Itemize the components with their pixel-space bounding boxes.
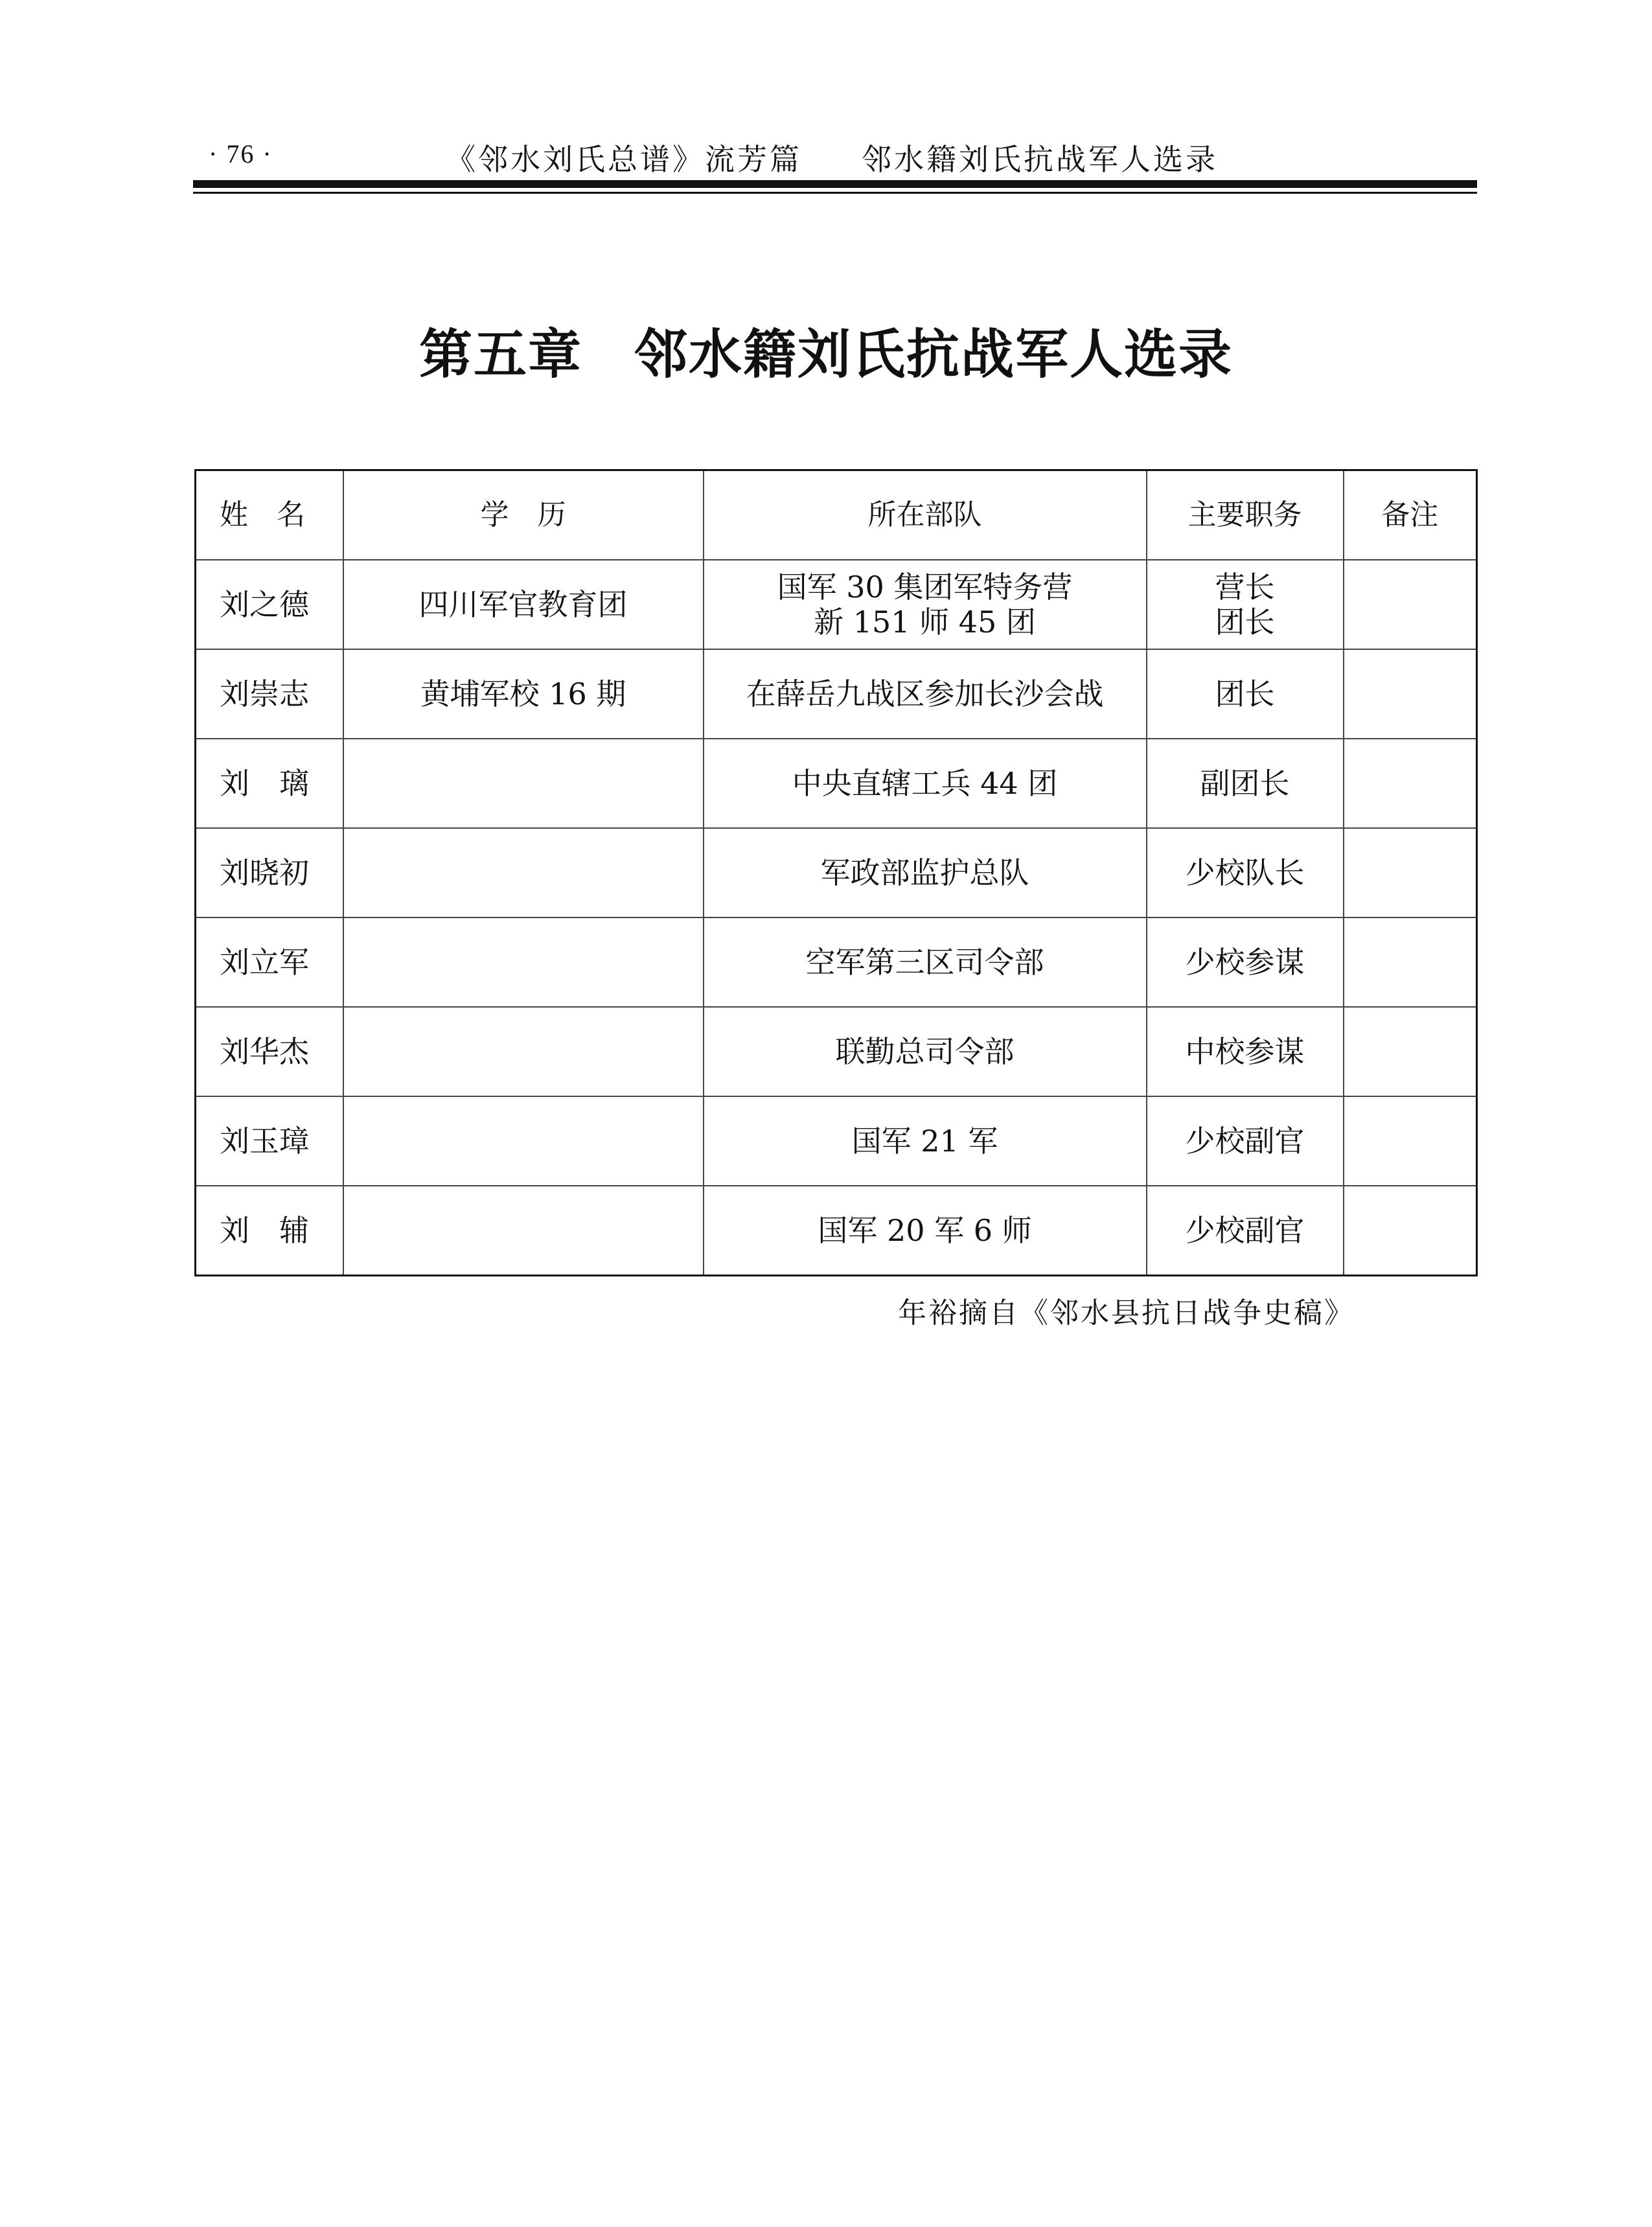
cell-name: 刘玉璋 xyxy=(196,1096,343,1186)
cell-unit xyxy=(704,917,1147,1007)
cell-position-line: 团长 xyxy=(1215,676,1275,711)
source-note: 年裕摘自《邻水县抗日战争史稿》 xyxy=(898,1297,1355,1330)
header-unit: 所在部队 xyxy=(704,470,1147,560)
cell-education xyxy=(343,1096,704,1186)
cell-position xyxy=(1147,828,1344,917)
header-remarks: 备注 xyxy=(1344,470,1477,560)
cell-remarks xyxy=(1344,1096,1477,1186)
cell-remarks xyxy=(1344,739,1477,828)
cell-position xyxy=(1147,1096,1344,1186)
cell-unit-line: 在薛岳九战区参加长沙会战 xyxy=(746,676,1104,711)
chapter-number: 第五章 xyxy=(419,323,582,386)
cell-education xyxy=(343,917,704,1007)
cell-unit xyxy=(704,1096,1147,1186)
cell-position-line: 中校参谋 xyxy=(1185,1034,1305,1069)
cell-education xyxy=(343,739,704,828)
table-row xyxy=(196,828,1477,917)
cell-position xyxy=(1147,739,1344,828)
table-body xyxy=(196,560,1477,1276)
cell-unit-line: 空军第三区司令部 xyxy=(805,945,1044,980)
table-row xyxy=(196,1007,1477,1096)
cell-position-line: 团长 xyxy=(1215,605,1275,640)
cell-position-line: 营长 xyxy=(1215,570,1275,605)
cell-position-line: 少校副官 xyxy=(1185,1213,1305,1248)
cell-remarks xyxy=(1344,1007,1477,1096)
cell-remarks xyxy=(1344,828,1477,917)
chapter-title-text: 邻水籍刘氏抗战军人选录 xyxy=(634,323,1233,386)
cell-name: 刘立军 xyxy=(196,917,343,1007)
header-position: 主要职务 xyxy=(1147,470,1344,560)
running-head-section-title: 邻水籍刘氏抗战军人选录 xyxy=(862,142,1218,177)
cell-position xyxy=(1147,1007,1344,1096)
header-name: 姓 名 xyxy=(196,470,343,560)
chapter-title xyxy=(0,312,1652,388)
cell-unit xyxy=(704,649,1147,739)
cell-unit-line: 军政部监护总队 xyxy=(820,855,1029,890)
cell-name: 刘 璃 xyxy=(196,739,343,828)
cell-name: 刘华杰 xyxy=(196,1007,343,1096)
cell-unit-line: 国军 30 集团军特务营 xyxy=(777,570,1073,605)
cell-position xyxy=(1147,649,1344,739)
cell-unit xyxy=(704,739,1147,828)
cell-education xyxy=(343,828,704,917)
cell-position-line: 少校参谋 xyxy=(1185,945,1305,980)
cell-education xyxy=(343,1186,704,1276)
cell-unit-line: 联勤总司令部 xyxy=(835,1034,1015,1069)
cell-remarks xyxy=(1344,1186,1477,1276)
page-number: · 76 · xyxy=(209,139,273,168)
cell-position-line: 副团长 xyxy=(1200,766,1290,801)
cell-position xyxy=(1147,1186,1344,1276)
cell-name: 刘晓初 xyxy=(196,828,343,917)
cell-education: 四川军官教育团 xyxy=(343,560,704,649)
cell-unit xyxy=(704,828,1147,917)
header-education: 学 历 xyxy=(343,470,704,560)
table-row xyxy=(196,917,1477,1007)
cell-unit xyxy=(704,1007,1147,1096)
cell-position-line: 少校队长 xyxy=(1185,855,1305,890)
cell-name: 刘 辅 xyxy=(196,1186,343,1276)
cell-position xyxy=(1147,917,1344,1007)
table-row xyxy=(196,739,1477,828)
cell-position xyxy=(1147,560,1344,649)
cell-unit-line: 国军 20 军 6 师 xyxy=(818,1213,1032,1248)
table-row xyxy=(196,649,1477,739)
cell-unit-line: 中央直辖工兵 44 团 xyxy=(792,766,1058,801)
cell-remarks xyxy=(1344,560,1477,649)
cell-position-line: 少校副官 xyxy=(1185,1124,1305,1159)
cell-unit-line: 国军 21 军 xyxy=(851,1124,998,1159)
table-row xyxy=(196,560,1477,649)
table-header-row xyxy=(196,470,1477,560)
cell-remarks xyxy=(1344,649,1477,739)
table-row xyxy=(196,1096,1477,1186)
header-rule-thin xyxy=(193,192,1477,194)
soldier-roster-table xyxy=(194,469,1478,1276)
cell-remarks xyxy=(1344,917,1477,1007)
cell-unit-line: 新 151 师 45 团 xyxy=(814,605,1036,640)
table-row xyxy=(196,1186,1477,1276)
cell-unit xyxy=(704,1186,1147,1276)
cell-unit xyxy=(704,560,1147,649)
cell-education: 黄埔军校 16 期 xyxy=(343,649,704,739)
cell-name: 刘之德 xyxy=(196,560,343,649)
cell-education xyxy=(343,1007,704,1096)
running-head-book-title: 《邻水刘氏总谱》流芳篇 xyxy=(446,142,802,177)
cell-name: 刘崇志 xyxy=(196,649,343,739)
header-rule-thick xyxy=(193,180,1477,188)
